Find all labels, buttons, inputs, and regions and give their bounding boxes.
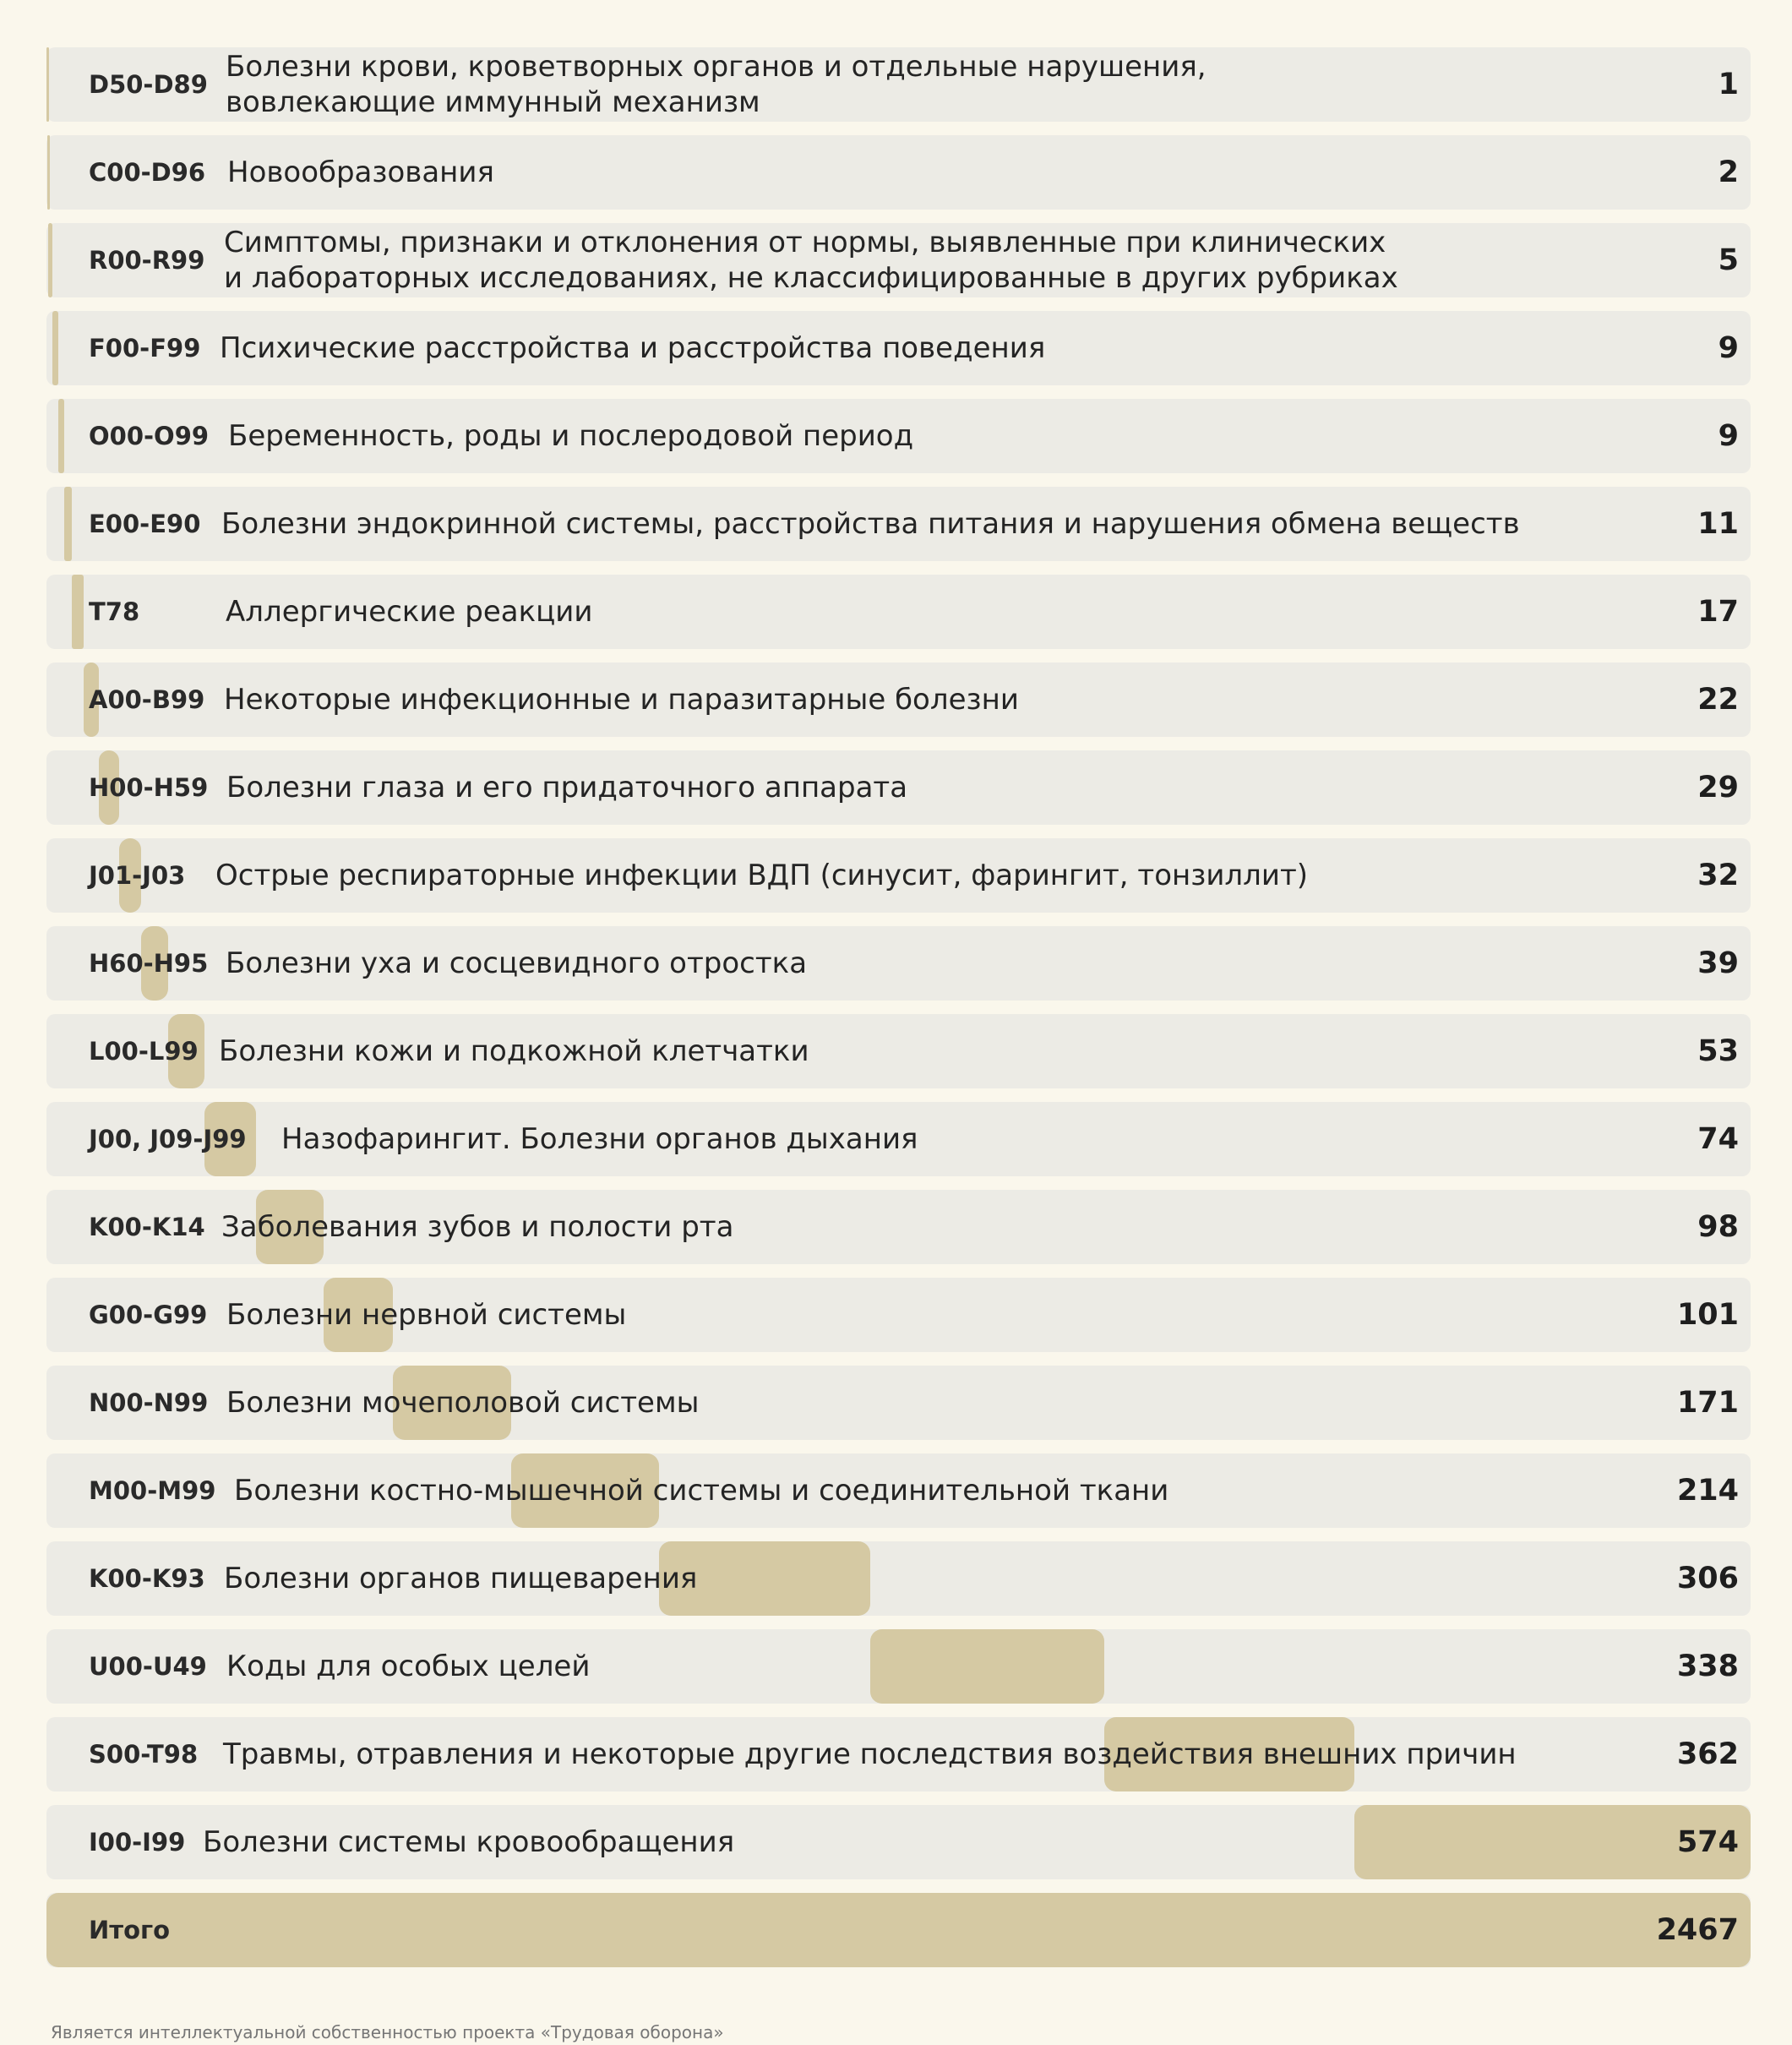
category-label: Новообразования <box>227 155 494 189</box>
category-label: Болезни системы кровообращения <box>203 1825 735 1859</box>
category-label: Психические расстройства и расстройства поведения <box>220 331 1046 365</box>
category-value: 22 <box>1697 683 1739 717</box>
category-row <box>46 47 1751 122</box>
category-row <box>46 311 1751 385</box>
category-bar <box>52 311 58 385</box>
category-row <box>46 1278 1751 1352</box>
category-label: Болезни костно-мышечной системы и соединительной ткани <box>234 1474 1169 1508</box>
category-value: 574 <box>1676 1825 1739 1859</box>
icd-code: G00-G99 <box>89 1301 208 1329</box>
category-row <box>46 750 1751 825</box>
category-label: Беременность, роды и послеродовой период <box>228 419 914 453</box>
icd-code: N00-N99 <box>89 1388 209 1417</box>
category-bar <box>46 47 49 122</box>
icd-code: F00-F99 <box>89 334 201 363</box>
copyright-footer: Является интеллектуальной собственностью проекта «Трудовая оборона» <box>51 2022 724 2042</box>
total-label: Итого <box>89 1916 171 1944</box>
category-label: Болезни мочеполовой системы <box>226 1386 700 1420</box>
category-value: 9 <box>1718 331 1739 365</box>
category-label: Болезни уха и сосцевидного отростка <box>226 946 808 980</box>
icd-code: K00-K14 <box>89 1213 205 1241</box>
icd-code: J01-J03 <box>89 861 186 890</box>
category-value: 11 <box>1697 507 1739 541</box>
category-value: 1 <box>1718 68 1739 101</box>
category-row <box>46 223 1751 297</box>
category-row <box>46 663 1751 737</box>
category-row <box>46 1717 1751 1791</box>
category-label: Назофарингит. Болезни органов дыхания <box>281 1122 918 1156</box>
category-value: 39 <box>1697 946 1739 980</box>
category-value: 171 <box>1676 1386 1739 1420</box>
icd-code: J00, J09-J99 <box>89 1125 247 1153</box>
category-value: 338 <box>1676 1650 1739 1683</box>
icd-code: L00-L99 <box>89 1037 199 1066</box>
category-row <box>46 838 1751 913</box>
icd-code: D50-D89 <box>89 70 208 99</box>
category-value: 9 <box>1718 419 1739 453</box>
category-label: Острые респираторные инфекции ВДП (синусит, фарингит, тонзиллит) <box>215 859 1309 892</box>
category-value: 29 <box>1697 771 1739 804</box>
category-bar <box>72 575 84 649</box>
category-value: 306 <box>1676 1562 1739 1595</box>
category-label: Болезни органов пищеварения <box>224 1562 698 1595</box>
icd-code: R00-R99 <box>89 246 205 275</box>
category-label: Болезни крови, кроветворных органов и отдельные нарушения, вовлекающие иммунный механизм <box>226 50 1206 119</box>
category-row <box>46 1541 1751 1616</box>
category-value: 5 <box>1718 243 1739 277</box>
category-label: Симптомы, признаки и отклонения от нормы, выявленные при клинических и лабораторных исследованиях, не классифицированные в других рубриках <box>224 226 1398 295</box>
category-label: Коды для особых целей <box>226 1650 591 1683</box>
category-row <box>46 1366 1751 1440</box>
category-label: Болезни кожи и подкожной клетчатки <box>219 1034 809 1068</box>
category-label: Болезни глаза и его придаточного аппарата <box>226 771 908 804</box>
category-row <box>46 1805 1751 1879</box>
category-value: 214 <box>1676 1474 1739 1508</box>
category-label: Болезни нервной системы <box>226 1298 627 1332</box>
category-row <box>46 135 1751 210</box>
category-value: 362 <box>1676 1737 1739 1771</box>
category-value: 17 <box>1697 595 1739 629</box>
icd-code: H00-H59 <box>89 773 209 802</box>
icd-code: I00-I99 <box>89 1828 186 1857</box>
category-value: 2 <box>1718 155 1739 189</box>
category-bar <box>47 135 50 210</box>
category-label: Травмы, отравления и некоторые другие последствия воздействия внешних причин <box>223 1737 1517 1771</box>
category-bar <box>58 399 64 473</box>
icd-code: U00-U49 <box>89 1652 207 1681</box>
total-bar <box>46 1893 1751 1967</box>
icd-code: S00-T98 <box>89 1740 199 1769</box>
category-row <box>46 575 1751 649</box>
category-row <box>46 1190 1751 1264</box>
icd-code: E00-E90 <box>89 510 201 538</box>
icd-code: O00-O99 <box>89 422 210 450</box>
category-bar <box>48 223 52 297</box>
icd-code: C00-D96 <box>89 158 206 187</box>
category-value: 98 <box>1697 1210 1739 1244</box>
icd-code: M00-M99 <box>89 1476 216 1505</box>
category-value: 101 <box>1676 1298 1739 1332</box>
category-row <box>46 1014 1751 1088</box>
category-row <box>46 487 1751 561</box>
icd-code: H60-H95 <box>89 949 209 978</box>
category-row <box>46 926 1751 1001</box>
total-value: 2467 <box>1656 1913 1739 1947</box>
category-value: 32 <box>1697 859 1739 892</box>
icd-code: K00-K93 <box>89 1564 205 1593</box>
category-row <box>46 399 1751 473</box>
icd-code: A00-B99 <box>89 685 205 714</box>
category-value: 74 <box>1697 1122 1739 1156</box>
category-row <box>46 1629 1751 1704</box>
category-bar <box>64 487 72 561</box>
total-row <box>46 1893 1751 1967</box>
category-row <box>46 1102 1751 1176</box>
category-label: Аллергические реакции <box>226 595 593 629</box>
category-label: Некоторые инфекционные и паразитарные болезни <box>224 683 1019 717</box>
icd-code: T78 <box>89 597 140 626</box>
category-label: Болезни эндокринной системы, расстройства питания и нарушения обмена веществ <box>221 507 1520 541</box>
category-value: 53 <box>1697 1034 1739 1068</box>
category-row <box>46 1453 1751 1528</box>
category-label: Заболевания зубов и полости рта <box>221 1210 734 1244</box>
